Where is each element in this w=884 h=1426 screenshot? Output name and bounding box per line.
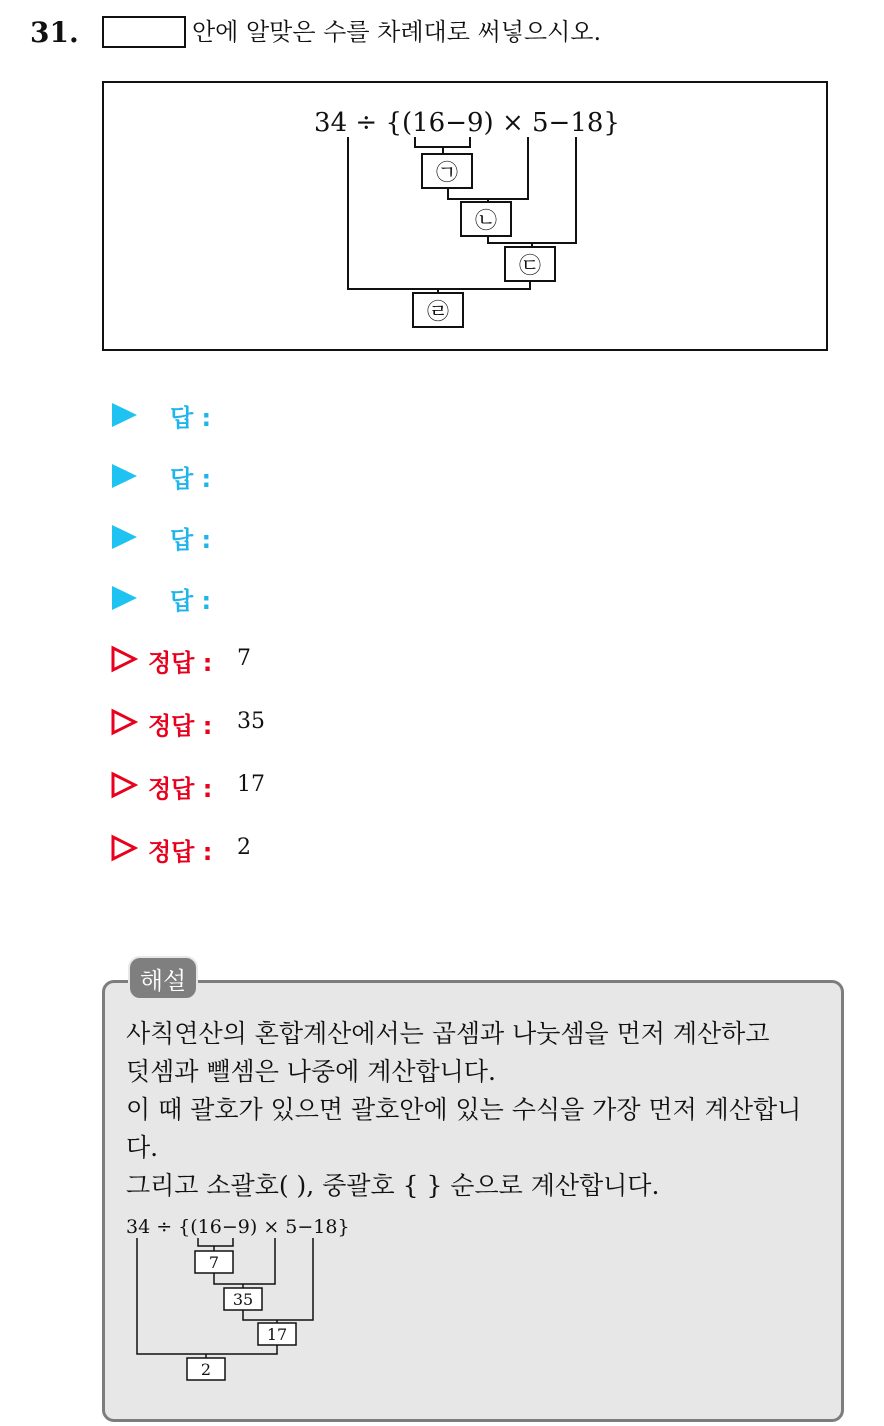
answer-label: 답 : bbox=[170, 404, 212, 432]
solution-box-4 bbox=[187, 1358, 225, 1380]
solution-tag: 해설 bbox=[128, 956, 198, 1000]
answer-box-2 bbox=[461, 202, 511, 236]
solution-line-2: 덧셈과 뺄셈은 나중에 계산합니다. bbox=[126, 1057, 496, 1086]
correct-label: 정답 : bbox=[148, 838, 213, 866]
answer-label: 답 : bbox=[170, 587, 212, 615]
box-label-3: ㉢ bbox=[518, 254, 542, 279]
solution-line-4: 다. bbox=[126, 1133, 159, 1162]
solution-value-1: 7 bbox=[208, 1253, 220, 1272]
solution-expression: 34 ÷ {(16−9) × 5−18} bbox=[126, 1216, 350, 1238]
calculation-diagram bbox=[104, 83, 826, 349]
solution-value-3: 17 bbox=[266, 1325, 288, 1344]
solution-value-4: 2 bbox=[200, 1360, 212, 1379]
solution-line-1: 사칙연산의 혼합계산에서는 곱셈과 나눗셈을 먼저 계산하고 bbox=[126, 1019, 770, 1048]
solution-box-3 bbox=[258, 1323, 296, 1345]
solution-value-2: 35 bbox=[232, 1290, 254, 1309]
play-arrow-icon bbox=[112, 464, 137, 488]
correct-label: 정답 : bbox=[148, 649, 213, 677]
problem-figure bbox=[102, 81, 828, 351]
correct-value-4: 2 bbox=[237, 835, 251, 860]
question-number: 31. bbox=[30, 16, 79, 49]
correct-value-2: 35 bbox=[237, 709, 265, 734]
outline-arrow-icon bbox=[110, 771, 138, 799]
outline-arrow-icon bbox=[110, 645, 138, 673]
play-arrow-icon bbox=[112, 525, 137, 549]
answer-label: 답 : bbox=[170, 526, 212, 554]
solution-box-2 bbox=[224, 1288, 262, 1310]
expression-text: 34 ÷ {(16−9) × 5−18} bbox=[314, 108, 620, 138]
answer-box-3 bbox=[505, 247, 555, 281]
solution-box-1 bbox=[195, 1251, 233, 1273]
box-label-2: ㉡ bbox=[474, 209, 498, 234]
play-arrow-icon bbox=[112, 403, 137, 427]
box-label-4: ㉣ bbox=[426, 300, 450, 325]
answer-label: 답 : bbox=[170, 465, 212, 493]
blank-box-icon bbox=[102, 16, 186, 48]
solution-diagram bbox=[120, 1208, 360, 1388]
play-arrow-icon bbox=[112, 586, 137, 610]
answer-box-4 bbox=[413, 293, 463, 327]
correct-label: 정답 : bbox=[148, 775, 213, 803]
solution-line-3: 이 때 괄호가 있으면 괄호안에 있는 수식을 가장 먼저 계산합니 bbox=[126, 1095, 802, 1124]
outline-arrow-icon bbox=[110, 708, 138, 736]
correct-value-3: 17 bbox=[237, 772, 265, 797]
question-text: 안에 알맞은 수를 차례대로 써넣으시오. bbox=[192, 18, 602, 46]
solution-line-5: 그리고 소괄호( ), 중괄호 { } 순으로 계산합니다. bbox=[126, 1171, 660, 1200]
correct-label: 정답 : bbox=[148, 712, 213, 740]
correct-value-1: 7 bbox=[237, 646, 251, 671]
answer-box-1 bbox=[422, 154, 472, 188]
outline-arrow-icon bbox=[110, 834, 138, 862]
box-label-1: ㉠ bbox=[435, 161, 459, 186]
